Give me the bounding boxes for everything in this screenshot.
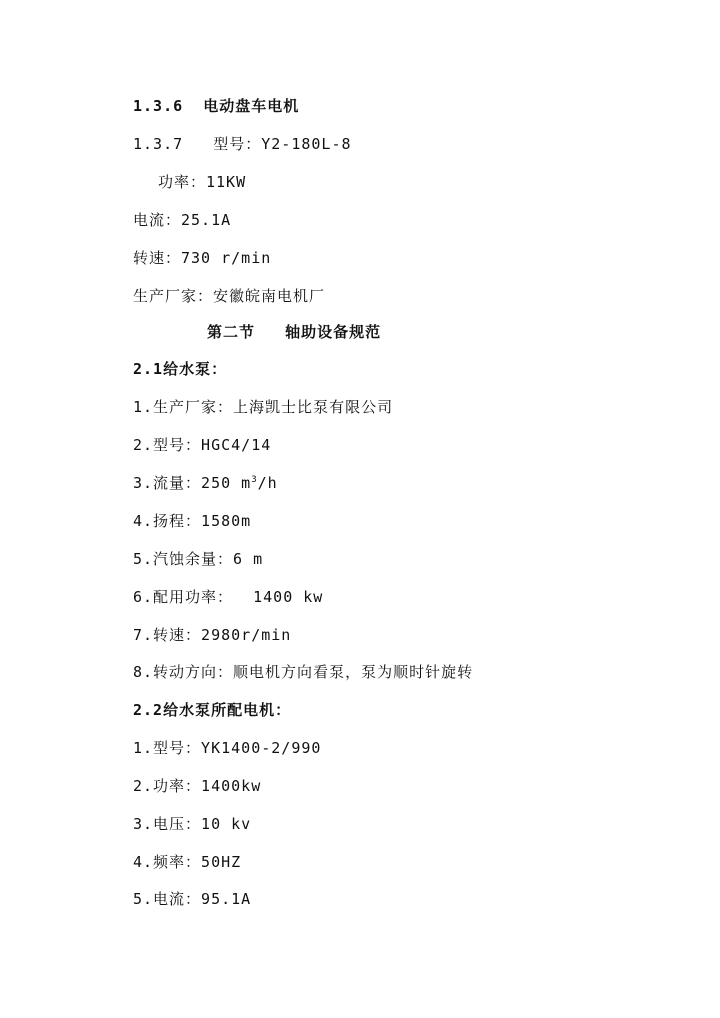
current-line: 电流：25.1A [133,211,232,229]
motor-model-line: 1.型号：YK1400-2/990 [133,739,322,757]
pump-rotation-line: 8.转动方向：顺电机方向看泵，泵为顺时针旋转 [133,663,474,681]
motor-voltage-line: 3.电压：10 kv [133,815,252,833]
subsection-2-1-heading: 2.1给水泵： [133,360,228,378]
motor-current-line: 5.电流：95.1A [133,890,252,908]
section-1-3-6-heading: 1.3.6 电动盘车电机 [133,97,300,115]
pump-flow-line [133,473,278,493]
pump-flow-text: 3.流量：250 m [133,474,252,492]
pump-npsh-line: 5.汽蚀余量：6 m [133,550,264,568]
motor-power-line: 2.功率：1400kw [133,777,262,795]
pump-flow-unit: /h [257,474,278,492]
power-line: 功率：11KW [158,173,247,191]
pump-manufacturer-line: 1.生产厂家：上海凯士比泵有限公司 [133,398,394,416]
model-line: 1.3.7 型号：Y2-180L-8 [133,135,352,153]
motor-frequency-line: 4.频率：50HZ [133,853,242,871]
pump-flow-superscript: 3 [251,475,258,485]
manufacturer-line: 生产厂家：安徽皖南电机厂 [133,287,326,305]
subsection-2-2-heading: 2.2给水泵所配电机： [133,701,292,719]
pump-speed-line: 7.转速：2980r/min [133,626,292,644]
pump-head-line: 4.扬程：1580m [133,512,252,530]
pump-model-line: 2.型号：HGC4/14 [133,436,272,454]
speed-line: 转速：730 r/min [133,249,272,267]
section-2-title: 第二节 轴助设备规范 [207,323,382,341]
pump-power-line: 6.配用功率： 1400 kw [133,588,324,606]
